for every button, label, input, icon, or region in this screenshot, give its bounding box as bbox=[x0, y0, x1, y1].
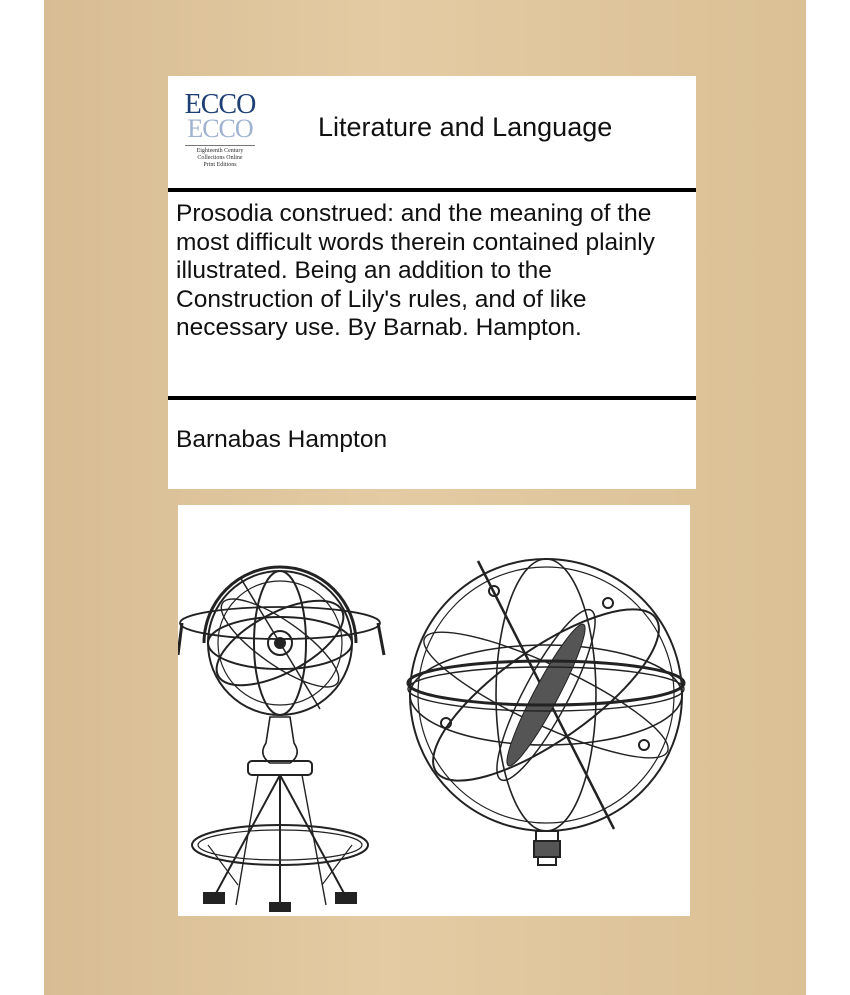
logo-divider bbox=[185, 145, 255, 146]
logo-line-2: Collections Online bbox=[197, 155, 243, 161]
ecco-logo bbox=[180, 90, 260, 182]
logo-line-1: Eighteenth Century bbox=[196, 148, 244, 154]
book-title: Prosodia construed: and the meaning of the most difficult words therein contained plainly illustrated. Being an addition to the Construction of Lily's rules, and of like necessary use. By Barnab. Hampton. bbox=[176, 200, 655, 341]
book-author: Barnabas Hampton bbox=[176, 426, 388, 453]
series-label: Literature and Language bbox=[318, 112, 613, 142]
top-divider bbox=[168, 188, 696, 192]
logo-line-3: Print Editions bbox=[203, 162, 237, 168]
ecco-logo-mark-reflection: ECCO bbox=[187, 114, 253, 143]
ecco-logo-mark: ECCO bbox=[184, 89, 256, 120]
cover-text-panel bbox=[168, 76, 696, 489]
armillary-sphere-icon bbox=[408, 559, 684, 865]
bottom-divider bbox=[168, 396, 696, 400]
cover-illustration bbox=[178, 505, 690, 916]
armillary-sphere-on-stand-icon bbox=[178, 567, 384, 911]
